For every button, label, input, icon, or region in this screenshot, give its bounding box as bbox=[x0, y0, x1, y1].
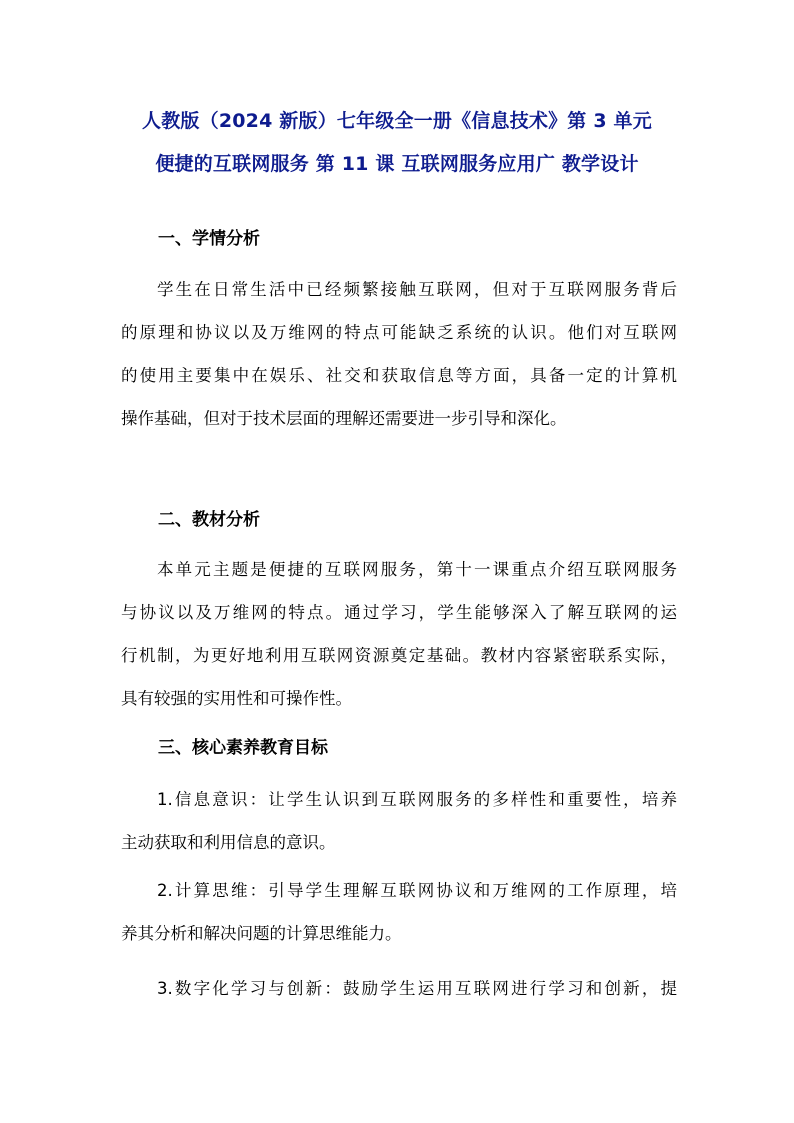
goal-item-digital-learning bbox=[121, 967, 677, 1010]
paragraph-line: 与协议以及万维网的特点。通过学习，学生能够深入了解互联网的运 bbox=[121, 603, 677, 622]
paragraph-line: 具有较强的实用性和可操作性。 bbox=[121, 689, 352, 708]
section-heading-textbook-analysis: 二、教材分析 bbox=[158, 510, 260, 530]
paragraph-textbook-analysis bbox=[121, 548, 677, 720]
goal-item-information-awareness bbox=[121, 778, 677, 864]
paragraph-line: 行机制，为更好地利用互联网资源奠定基础。教材内容紧密联系实际， bbox=[121, 646, 677, 665]
paragraph-line: 的原理和协议以及万维网的特点可能缺乏系统的认识。他们对互联网 bbox=[121, 323, 677, 342]
title-line-2: 便捷的互联网服务 第 11 课 互联网服务应用广 教学设计 bbox=[155, 153, 639, 175]
paragraph-line: 主动获取和利用信息的意识。 bbox=[121, 833, 336, 852]
section-heading-core-literacy-goals: 三、核心素养教育目标 bbox=[158, 738, 328, 758]
paragraph-line: 1.信息意识：让学生认识到互联网服务的多样性和重要性，培养 bbox=[157, 790, 677, 809]
paragraph-learner-analysis bbox=[121, 268, 677, 440]
paragraph-line: 学生在日常生活中已经频繁接触互联网，但对于互联网服务背后 bbox=[157, 280, 677, 299]
document-title bbox=[100, 100, 694, 186]
paragraph-line: 的使用主要集中在娱乐、社交和获取信息等方面，具备一定的计算机 bbox=[121, 366, 677, 385]
title-line-1: 人教版（2024 新版）七年级全一册《信息技术》第 3 单元 bbox=[142, 110, 652, 132]
goal-item-computational-thinking bbox=[121, 869, 677, 955]
paragraph-line: 操作基础，但对于技术层面的理解还需要进一步引导和深化。 bbox=[121, 409, 567, 428]
paragraph-line: 本单元主题是便捷的互联网服务，第十一课重点介绍互联网服务 bbox=[157, 560, 677, 579]
paragraph-line: 养其分析和解决问题的计算思维能力。 bbox=[121, 924, 402, 943]
paragraph-line: 3.数字化学习与创新：鼓励学生运用互联网进行学习和创新，提 bbox=[157, 979, 677, 998]
paragraph-line: 2.计算思维：引导学生理解互联网协议和万维网的工作原理，培 bbox=[157, 881, 677, 900]
section-heading-learner-analysis: 一、学情分析 bbox=[158, 229, 260, 249]
